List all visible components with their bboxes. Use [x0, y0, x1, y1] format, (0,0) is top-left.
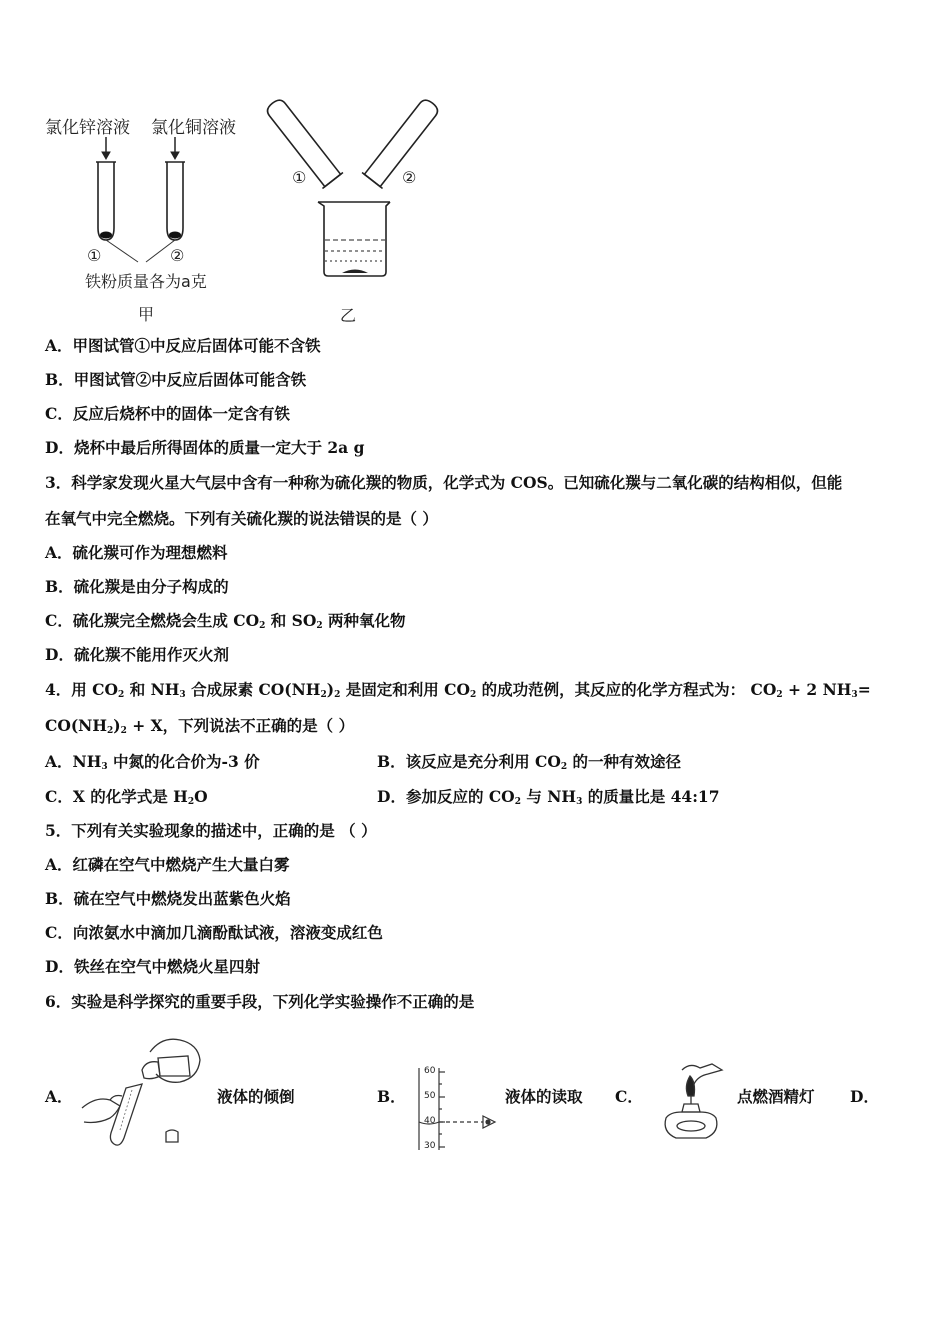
q4-option-d: D．参加反应的 $CO_2$ 与 $NH_3$ 的质量比是 44:17: [377, 787, 720, 807]
q2-option-b: B．甲图试管②中反应后固体可能含铁: [45, 370, 307, 389]
q6-stem: 6．实验是科学探究的重要手段，下列化学实验操作不正确的是: [45, 992, 475, 1011]
q4-stem-line-1: 4．用 $CO_2$ 和 $NH_3$ 合成尿素 $CO(NH_2)_2$ 是固定和利用 $CO_2$ 的成功范例，其反应的化学方程式为： $CO_2 + 2$ $NH_3=$: [45, 680, 871, 700]
label-iron-mass: 铁粉质量各为a克: [85, 272, 207, 291]
q6-option-c-letter: C．: [615, 1087, 643, 1106]
scale-label-30: 30: [424, 1141, 436, 1151]
caption-jia: 甲: [138, 305, 155, 324]
beaker: [318, 202, 390, 276]
illustration-alcohol-lamp: [660, 1060, 732, 1146]
label-tilted-tube-1: ①: [292, 168, 307, 187]
illustration-liquid-pouring: [80, 1030, 210, 1152]
q3-stem-line-1: 3．科学家发现火星大气层中含有一种称为硫化羰的物质，化学式为 COS。已知硫化羰与二氧化碳的结构相似，但能: [45, 473, 843, 492]
q6-option-d-letter: D．: [850, 1087, 879, 1106]
q4-option-c: C．X 的化学式是 $H_2O$: [45, 787, 208, 807]
q3-option-a: A．硫化羰可作为理想燃料: [45, 543, 228, 562]
arrow-to-tube-2: [171, 137, 179, 159]
q4-option-b: B．该反应是充分利用 $CO_2$ 的一种有效途径: [377, 752, 682, 772]
beaker-liquid: [325, 240, 385, 261]
q3-option-c: C．硫化羰完全燃烧会生成 $CO_2$ 和 $SO_2$ 两种氧化物: [45, 611, 406, 631]
q2-option-c: C．反应后烧杯中的固体一定含有铁: [45, 404, 290, 423]
q6-option-b-text: 液体的读取: [505, 1087, 583, 1106]
iron-powder-1: [100, 232, 112, 239]
q4-stem-line-2: $CO(NH_2)_2 + X$，下列说法不正确的是（ ）: [45, 716, 355, 736]
label-tube-2: ②: [170, 246, 185, 265]
q3-stem-line-2: 在氧气中完全燃烧。下列有关硫化羰的说法错误的是（ ）: [45, 509, 438, 528]
test-tube-2: [165, 162, 185, 240]
label-tube-1: ①: [87, 246, 102, 265]
q3-option-b: B．硫化羰是由分子构成的: [45, 577, 229, 596]
iron-powder-2: [169, 232, 181, 239]
scale-label-40: 40: [424, 1116, 436, 1126]
label-zinc-chloride-solution: 氯化锌溶液: [45, 118, 130, 138]
q5-stem: 5．下列有关实验现象的描述中，正确的是 （ ）: [45, 821, 377, 840]
q6-option-a-text: 液体的倾倒: [217, 1087, 295, 1106]
q5-option-a: A．红磷在空气中燃烧产生大量白雾: [45, 855, 290, 874]
q2-option-a: A．甲图试管①中反应后固体可能不含铁: [45, 336, 321, 355]
illustration-graduated-cylinder: [405, 1060, 505, 1156]
label-tilted-tube-2: ②: [402, 168, 417, 187]
q6-option-c-text: 点燃酒精灯: [737, 1087, 815, 1106]
q6-option-b-letter: B．: [377, 1087, 406, 1106]
q4-option-a: A．$NH_3$ 中氮的化合价为-3 价: [45, 752, 260, 772]
q3-option-d: D．硫化羰不能用作灭火剂: [45, 645, 229, 664]
beaker-solid: [342, 270, 368, 274]
arrow-to-tube-1: [102, 137, 110, 159]
q5-option-c: C．向浓氨水中滴加几滴酚酞试液，溶液变成红色: [45, 923, 383, 942]
q5-option-d: D．铁丝在空气中燃烧火星四射: [45, 957, 260, 976]
q2-option-d: D．烧杯中最后所得固体的质量一定大于 2a g: [45, 438, 365, 457]
scale-label-60: 60: [424, 1066, 436, 1076]
label-copper-chloride-solution: 氯化铜溶液: [151, 118, 236, 138]
q5-option-b: B．硫在空气中燃烧发出蓝紫色火焰: [45, 889, 291, 908]
caption-yi: 乙: [340, 306, 357, 325]
q6-option-a-letter: A．: [45, 1087, 73, 1106]
test-tube-1: [96, 162, 116, 240]
scale-label-50: 50: [424, 1091, 436, 1101]
